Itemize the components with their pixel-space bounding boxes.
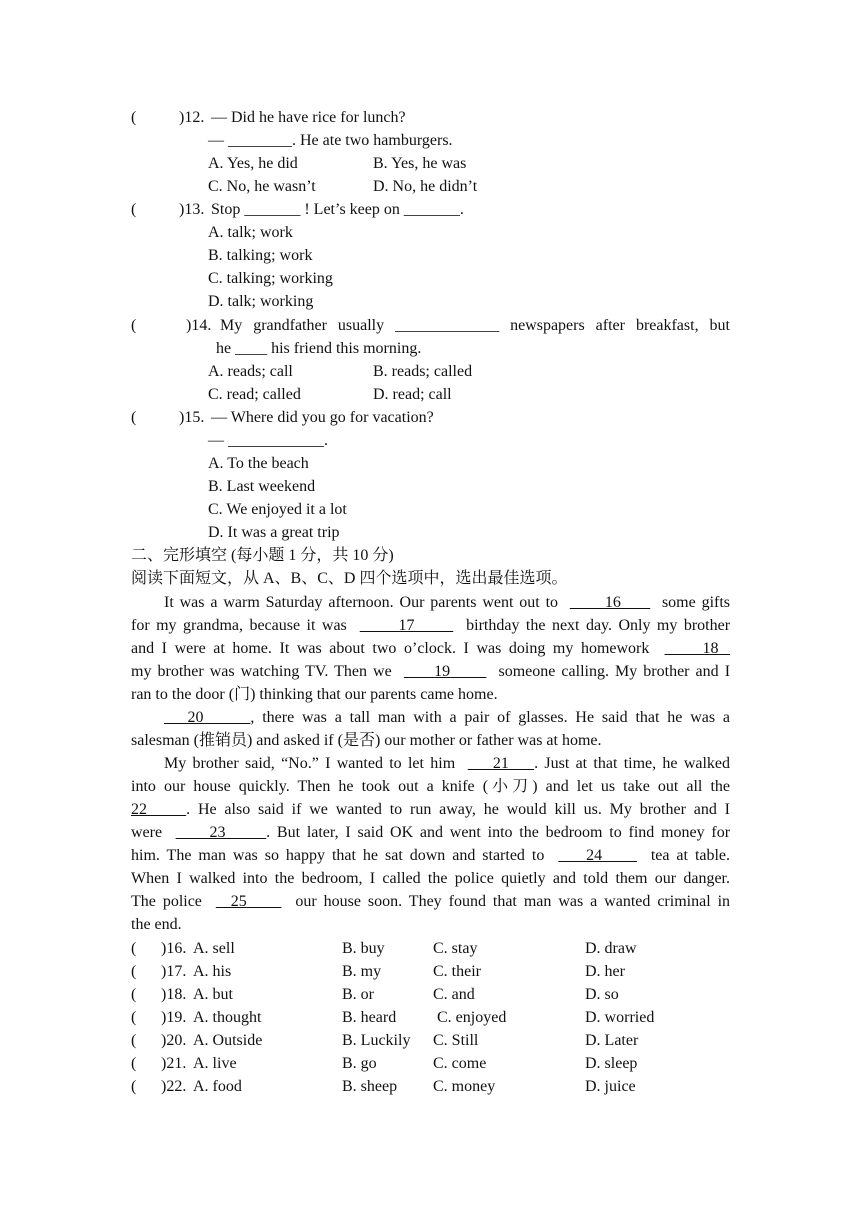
question-number: )16. bbox=[161, 940, 187, 957]
blank-16: 16 bbox=[604, 594, 621, 611]
answer-paren-open: ( bbox=[131, 940, 137, 957]
option-d: D. sleep bbox=[585, 1055, 638, 1072]
question-line2: — ________. He ate two hamburgers. bbox=[208, 132, 453, 149]
option-d: D. draw bbox=[585, 940, 637, 957]
answer-paren-open: ( bbox=[131, 1055, 137, 1072]
option-c: C. and bbox=[433, 986, 475, 1003]
passage-line: my brother was watching TV. Then we 19 someone calling. My brother and I bbox=[131, 663, 731, 680]
option-c: C. We enjoyed it a lot bbox=[208, 501, 347, 518]
blank-17: 17 bbox=[398, 617, 415, 634]
passage-line: and I were at home. It was about two o’clock. I was doing my homework 18 bbox=[131, 639, 730, 659]
passage-line: It was a warm Saturday afternoon. Our parents went out to 16 some gifts bbox=[164, 594, 731, 611]
question-line2: — ____________. bbox=[208, 432, 328, 449]
passage-line: 22 . He also said if we wanted to run away, he would kill us. My brother and I bbox=[131, 801, 730, 818]
answer-paren-open: ( bbox=[131, 1009, 137, 1026]
passage-line: for my grandma, because it was 17 birthday the next day. Only my brother bbox=[131, 617, 731, 634]
option-c: C. read; called bbox=[208, 386, 301, 403]
blank-18: 18 bbox=[702, 640, 719, 657]
question-stem: My grandfather usually _____________ newspapers after breakfast, but bbox=[220, 317, 730, 334]
option-a: A. his bbox=[193, 963, 232, 980]
option-c: C. talking; working bbox=[208, 270, 333, 287]
blank-23: 23 bbox=[209, 824, 226, 841]
answer-paren-open: ( bbox=[131, 409, 137, 426]
question-number: )20. bbox=[161, 1032, 187, 1049]
option-a: A. Yes, he did bbox=[208, 155, 298, 172]
blank-19: 19 bbox=[434, 663, 451, 680]
option-a: A. To the beach bbox=[208, 455, 309, 472]
question-stem: — Did he have rice for lunch? bbox=[211, 109, 406, 126]
answer-paren-open: ( bbox=[131, 986, 137, 1003]
answer-paren-open: ( bbox=[131, 109, 137, 126]
question-number: )22. bbox=[161, 1078, 187, 1095]
option-d: D. Later bbox=[585, 1032, 639, 1049]
option-d: D. juice bbox=[585, 1078, 636, 1095]
blank-25: _25 bbox=[222, 893, 247, 910]
option-b: B. Yes, he was bbox=[373, 155, 467, 172]
blank-21: 21 bbox=[492, 755, 509, 772]
option-a: A. talk; work bbox=[208, 224, 293, 241]
passage-line: him. The man was so happy that he sat down and started to 24 tea at table. bbox=[131, 847, 731, 864]
question-stem: — Where did you go for vacation? bbox=[211, 409, 434, 426]
option-a: A. thought bbox=[193, 1009, 262, 1026]
option-d: D. so bbox=[585, 986, 619, 1003]
option-c: C. No, he wasn’t bbox=[208, 178, 316, 195]
option-b: B. or bbox=[342, 986, 374, 1003]
passage-line: ran to the door (门) thinking that our parents came home. bbox=[131, 686, 498, 703]
section-heading: 二、完形填空 (每小题 1 分，共 10 分) bbox=[131, 547, 394, 564]
passage-line: into our house quickly. Then he took out a knife (小刀) and let us take out all the bbox=[131, 778, 730, 795]
answer-paren-open: ( bbox=[131, 1032, 137, 1049]
blank-22: 22 bbox=[131, 801, 147, 818]
question-number: )15. bbox=[179, 409, 205, 426]
option-c: C. enjoyed bbox=[437, 1009, 507, 1026]
option-b: B. go bbox=[342, 1055, 377, 1072]
answer-paren-open: ( bbox=[131, 1078, 137, 1095]
option-c: C. money bbox=[433, 1078, 496, 1095]
option-a: A. food bbox=[193, 1078, 242, 1095]
option-a: A. live bbox=[193, 1055, 237, 1072]
option-d: D. No, he didn’t bbox=[373, 178, 478, 195]
passage-line: My brother said, “No.” I wanted to let him 21 . Just at that time, he walked bbox=[164, 755, 731, 772]
answer-paren-open: ( bbox=[131, 201, 137, 218]
question-number: )19. bbox=[161, 1009, 187, 1026]
question-number: )14. bbox=[186, 317, 212, 334]
option-a: A. sell bbox=[193, 940, 235, 957]
question-line2: he ____ his friend this morning. bbox=[216, 340, 422, 357]
option-b: B. Luckily bbox=[342, 1032, 411, 1049]
question-number: )18. bbox=[161, 986, 187, 1003]
option-b: B. Last weekend bbox=[208, 478, 316, 495]
passage-line: were 23 . But later, I said OK and went into the bedroom to find money for bbox=[131, 824, 731, 841]
passage-line: The police _25 our house soon. They found that man was a wanted criminal in bbox=[131, 893, 731, 910]
question-number: )13. bbox=[179, 201, 205, 218]
option-b: B. reads; called bbox=[373, 363, 473, 380]
option-b: B. my bbox=[342, 963, 382, 980]
option-c: C. come bbox=[433, 1055, 487, 1072]
option-c: C. stay bbox=[433, 940, 478, 957]
blank-24: 24 bbox=[586, 847, 603, 864]
option-b: B. buy bbox=[342, 940, 385, 957]
option-a: A. but bbox=[193, 986, 233, 1003]
option-d: D. read; call bbox=[373, 386, 452, 403]
question-number: )12. bbox=[179, 109, 205, 126]
option-c: C. their bbox=[433, 963, 481, 980]
passage-line: salesman (推销员) and asked if (是否) our mother or father was at home. bbox=[131, 732, 602, 749]
answer-paren-open: ( bbox=[131, 317, 137, 334]
option-d: D. worried bbox=[585, 1009, 655, 1026]
option-a: A. Outside bbox=[193, 1032, 263, 1049]
section-instruction: 阅读下面短文，从 A、B、C、D 四个选项中，选出最佳选项。 bbox=[131, 570, 568, 587]
option-d: D. It was a great trip bbox=[208, 524, 340, 541]
option-a: A. reads; call bbox=[208, 363, 293, 380]
answer-paren-open: ( bbox=[131, 963, 137, 980]
passage-line: 20 , there was a tall man with a pair of glasses. He said that he was a bbox=[164, 708, 730, 728]
passage-line: When I walked into the bedroom, I called the police quietly and told them our danger. bbox=[131, 870, 730, 887]
blank-20: 20 bbox=[187, 709, 204, 726]
option-b: B. talking; work bbox=[208, 247, 313, 264]
option-b: B. heard bbox=[342, 1009, 397, 1026]
question-number: )21. bbox=[161, 1055, 187, 1072]
question-stem: Stop _______ ! Let’s keep on _______. bbox=[211, 201, 464, 218]
option-c: C. Still bbox=[433, 1032, 479, 1049]
option-b: B. sheep bbox=[342, 1078, 398, 1095]
option-d: D. talk; working bbox=[208, 293, 314, 310]
passage-line: the end. bbox=[131, 916, 182, 933]
option-d: D. her bbox=[585, 963, 625, 980]
question-number: )17. bbox=[161, 963, 187, 980]
